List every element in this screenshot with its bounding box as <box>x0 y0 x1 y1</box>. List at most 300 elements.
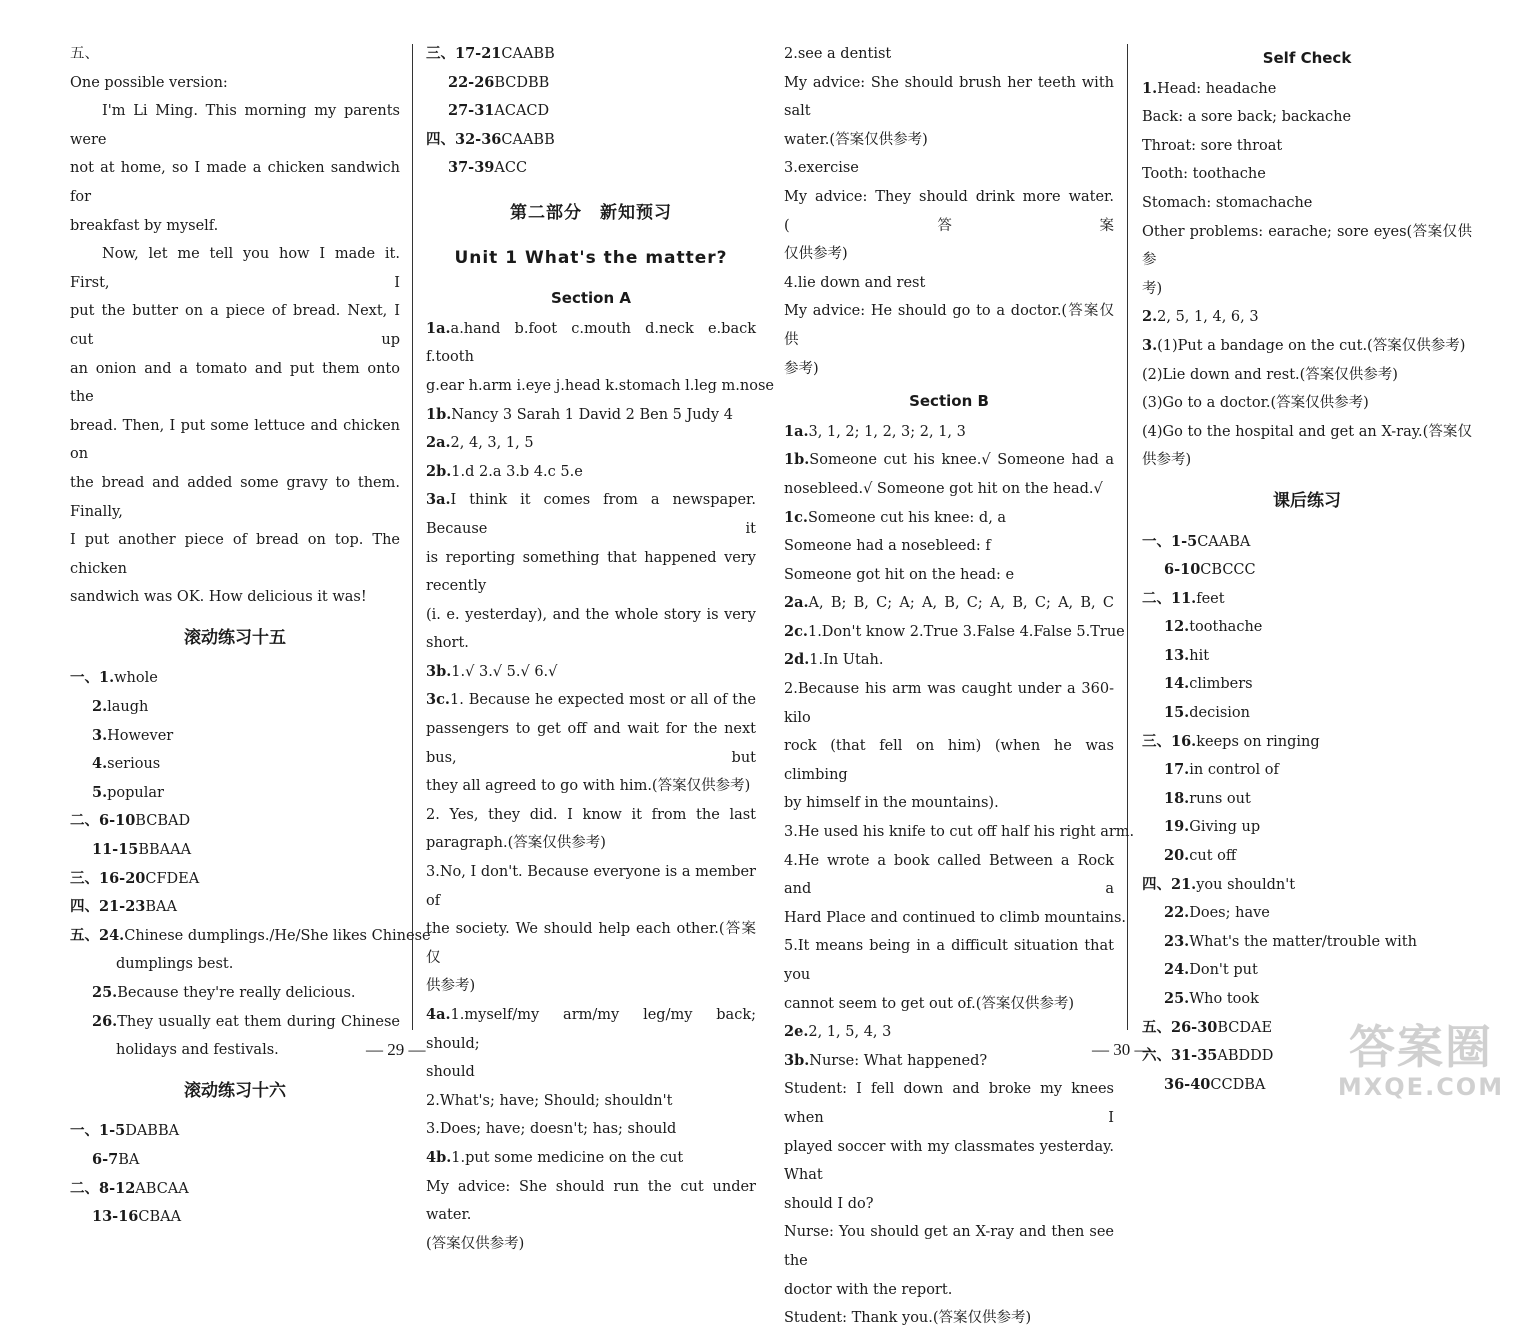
answer-text: holidays and festivals. <box>116 1042 279 1059</box>
answer-line <box>784 847 1114 904</box>
item-number: 2a. <box>426 434 451 452</box>
item-number: 2. <box>1142 308 1158 326</box>
answer-line <box>784 732 1114 789</box>
answer-text: CBAA <box>138 1209 182 1226</box>
item-number: 2. <box>92 698 108 716</box>
answer-line <box>784 446 1114 475</box>
item-number: 2d. <box>784 651 810 669</box>
item-number: 3. <box>92 726 108 744</box>
answer-text: 2.What's; have; Should; shouldn't <box>426 1092 673 1109</box>
answer-line <box>1142 928 1472 957</box>
answer-line <box>426 829 756 858</box>
answer-line <box>70 355 400 412</box>
item-number: 三、17-21 <box>426 45 502 62</box>
answer-line <box>70 1175 400 1204</box>
answer-text: I think it comes from a newspaper. Because it <box>426 492 756 537</box>
answer-text: 1.put some medicine on the cut <box>451 1149 684 1166</box>
answer-text: should <box>426 1064 475 1081</box>
item-number: 四、32-36 <box>426 130 502 148</box>
answer-text: 1.In Utah. <box>809 652 884 669</box>
item-number: 3b. <box>426 662 452 680</box>
answer-text: (答案仅供参考) <box>426 1235 525 1252</box>
answer-text: 供参考) <box>1142 452 1192 469</box>
item-number: 1b. <box>784 451 810 469</box>
item-number: 4a. <box>426 1006 451 1023</box>
answer-text: Now, let me tell you how I made it. First, I <box>70 246 400 291</box>
answer-line <box>70 950 400 979</box>
answer-text: passengers to get off and wait for the next bus, but <box>426 721 756 766</box>
answer-text: decision <box>1189 705 1251 722</box>
page-number-right: — 30 — <box>1092 1040 1152 1059</box>
answer-text: the society. We should help each other.(答案仅 <box>426 921 756 966</box>
answer-line <box>426 544 756 601</box>
answer-line <box>426 715 756 772</box>
answer-text: paragraph.(答案仅供参考) <box>426 835 606 852</box>
answer-text: 1. Because he expected most or all of the <box>449 692 756 709</box>
answer-text: the bread and added some gravy to them. Finally, <box>70 474 400 520</box>
answer-text: ACC <box>494 160 528 177</box>
answer-text: CAABB <box>501 46 555 62</box>
answer-line <box>426 1087 756 1116</box>
item-number: 22. <box>1164 904 1190 922</box>
answer-text: Student: I fell down and broke my knees when I <box>784 1081 1114 1126</box>
answer-line <box>70 40 400 69</box>
answer-text: BCDAE <box>1217 1019 1273 1036</box>
section-heading: 滚动练习十六 <box>184 1080 286 1101</box>
answer-text: cannot seem to get out of.(答案仅供参考) <box>784 995 1075 1012</box>
answer-line <box>426 858 756 915</box>
answer-text: g.ear h.arm i.eye j.head k.stomach l.leg m.nose <box>426 377 774 394</box>
item-number: 19. <box>1164 818 1190 836</box>
answer-line <box>70 979 400 1008</box>
item-number: 三、16-20 <box>70 869 146 887</box>
answer-line <box>426 801 756 830</box>
answer-line <box>426 69 756 98</box>
answer-text: ABCAA <box>135 1180 189 1197</box>
answer-line <box>784 532 1114 561</box>
answer-text: Student: Thank you.(答案仅供参考) <box>784 1310 1032 1327</box>
answer-line <box>1142 585 1472 614</box>
answer-text: A, B; B, C; A; A, B, C; A, B, C; A, B, C <box>808 595 1114 612</box>
section-heading: 滚动练习十五 <box>184 627 286 648</box>
column-1 <box>70 40 431 1232</box>
answer-line <box>1142 132 1472 161</box>
answer-text: CFDEA <box>145 870 200 887</box>
answer-line <box>784 646 1114 675</box>
answer-line <box>70 1036 400 1065</box>
item-number: 17. <box>1164 761 1190 779</box>
answer-line <box>1142 528 1472 557</box>
answer-text: 五、 <box>70 46 99 62</box>
item-number: 15. <box>1164 704 1190 722</box>
answer-text: My advice: He should go to a doctor.(答案仅供 <box>784 303 1114 348</box>
item-number: 12. <box>1164 618 1190 636</box>
answer-line <box>784 126 1114 155</box>
item-number: 27-31 <box>448 102 495 120</box>
answer-line <box>1142 871 1472 900</box>
item-number: 一、1. <box>70 669 115 687</box>
answer-line <box>784 1075 1114 1132</box>
answer-line <box>784 561 1114 590</box>
answer-text: 2. Yes, they did. I know it from the last <box>426 806 756 823</box>
item-number: 五、26-30 <box>1142 1018 1218 1036</box>
answer-text: is reporting something that happened very recently <box>426 549 756 595</box>
answer-line <box>784 240 1114 269</box>
answer-line <box>70 240 400 297</box>
answer-text: whole <box>114 670 158 687</box>
answer-text: in control of <box>1189 762 1279 779</box>
item-number: 2a. <box>784 594 809 612</box>
answer-text: cut off <box>1189 848 1237 865</box>
answer-text: Nancy 3 Sarah 1 David 2 Ben 5 Judy 4 <box>451 406 733 423</box>
answer-text: sandwich was OK. How delicious it was! <box>70 589 367 606</box>
answer-line <box>70 865 400 894</box>
item-number: 3b. <box>784 1051 810 1069</box>
answer-line <box>70 750 400 779</box>
answer-line <box>70 469 400 526</box>
item-number: 37-39 <box>448 159 495 177</box>
answer-text: 仅供参考) <box>784 246 848 263</box>
answer-text: One possible version: <box>70 74 228 91</box>
item-number: 14. <box>1164 675 1190 693</box>
answer-line <box>70 922 431 951</box>
answer-line <box>70 693 400 722</box>
answer-text: What's the matter/trouble with <box>1189 933 1417 950</box>
answer-line <box>426 126 756 155</box>
item-number: 22-26 <box>448 73 495 91</box>
answer-text: Other problems: earache; sore eyes(答案仅供参 <box>1142 223 1472 269</box>
answer-text: (i. e. yesterday), and the whole story is very <box>426 606 756 623</box>
item-number: 6-10 <box>1164 561 1201 579</box>
watermark-url: MXQE.COM <box>1337 1073 1505 1101</box>
item-number: 5. <box>92 783 108 801</box>
answer-text: 1.√ 3.√ 5.√ 6.√ <box>451 663 558 680</box>
item-number: 4. <box>92 755 108 773</box>
item-number: 2e. <box>784 1023 809 1041</box>
answer-line <box>784 1190 1114 1219</box>
answer-text: 3, 1, 2; 1, 2, 3; 2, 1, 3 <box>808 423 966 440</box>
answer-line <box>784 40 1114 69</box>
answer-line <box>1142 985 1472 1014</box>
answer-line <box>70 1117 400 1146</box>
answer-text: However <box>107 727 174 744</box>
answer-line <box>426 154 756 183</box>
answer-line <box>1142 103 1472 132</box>
answer-text: Chinese dumplings./He/She likes Chinese <box>124 927 431 944</box>
answer-text: Who took <box>1189 991 1259 1007</box>
answer-line <box>70 893 400 922</box>
answer-line <box>1142 303 1472 332</box>
item-number: 3. <box>1142 336 1158 354</box>
answer-text: Nurse: You should get an X-ray and then see the <box>784 1224 1114 1269</box>
item-number: 13. <box>1164 646 1190 664</box>
item-number: 26. <box>92 1012 118 1030</box>
answer-line <box>784 1047 1114 1076</box>
answer-text: 4.lie down and rest <box>784 274 926 291</box>
answer-text: 3.No, I don't. Because everyone is a member of <box>426 864 756 909</box>
section-heading: 课后练习 <box>1273 490 1341 511</box>
section-heading: 第二部分 新知预习 <box>510 202 672 223</box>
answer-text: serious <box>107 756 161 773</box>
answer-line <box>426 315 756 372</box>
column-4 <box>1142 40 1472 1099</box>
section-heading: Section B <box>909 392 989 411</box>
answer-text: popular <box>107 784 164 801</box>
answer-text: Head: headache <box>1157 80 1277 97</box>
answer-line <box>784 618 1125 647</box>
answer-text: My advice: She should run the cut under water. <box>426 1178 756 1224</box>
column-2 <box>426 40 774 1258</box>
answer-text: 3.He used his knife to cut off half his right arm. <box>784 824 1135 841</box>
answer-text: ABDDD <box>1217 1048 1274 1065</box>
item-number: 二、8-12 <box>70 1179 136 1197</box>
answer-line <box>1142 418 1472 447</box>
answer-text: keeps on ringing <box>1196 733 1320 750</box>
item-number: 23. <box>1164 932 1190 950</box>
answer-line <box>1142 756 1472 785</box>
answer-text: water.(答案仅供参考) <box>784 131 928 148</box>
answer-text: short. <box>426 635 469 652</box>
section-heading: Section A <box>551 289 631 308</box>
answer-text: 2, 4, 3, 1, 5 <box>450 435 534 452</box>
answer-line <box>426 658 756 687</box>
answer-line <box>1142 728 1472 757</box>
answer-line <box>784 1304 1114 1333</box>
answer-line <box>784 932 1114 989</box>
item-number: 20. <box>1164 847 1190 865</box>
answer-line <box>70 412 400 469</box>
answer-text: a.hand b.foot c.mouth d.neck e.back f.tooth <box>426 320 756 366</box>
answer-line <box>70 154 400 211</box>
item-number: 四、21. <box>1142 875 1197 893</box>
answer-line <box>1142 275 1472 304</box>
answer-line <box>426 401 756 430</box>
answer-text: Tooth: toothache <box>1142 166 1266 183</box>
answer-line <box>1142 160 1472 189</box>
answer-text: ACACD <box>494 103 550 120</box>
answer-line <box>70 97 400 154</box>
answer-line <box>1142 670 1472 699</box>
answer-text: I put another piece of bread on top. The chicken <box>70 532 400 577</box>
item-number: 三、16. <box>1142 732 1197 750</box>
item-number: 11-15 <box>92 841 139 859</box>
answer-line <box>784 269 1114 298</box>
answer-line <box>70 807 400 836</box>
answer-text: BCDBB <box>494 74 550 91</box>
answer-text: DABBA <box>125 1123 180 1140</box>
answer-text: Nurse: What happened? <box>809 1052 988 1069</box>
answer-text: I'm Li Ming. This morning my parents were <box>70 103 400 148</box>
answer-text: by himself in the mountains). <box>784 795 999 812</box>
answer-text: CBCCC <box>1200 562 1256 579</box>
answer-text: climbers <box>1189 676 1253 693</box>
answer-text: Giving up <box>1189 819 1261 836</box>
answer-text: 3.exercise <box>784 160 859 177</box>
answer-line <box>1142 332 1472 361</box>
answer-line <box>426 486 756 543</box>
answer-line <box>426 1058 756 1087</box>
item-number: 2c. <box>784 622 808 640</box>
answer-line <box>784 504 1114 533</box>
answer-line <box>70 69 400 98</box>
answer-text: hit <box>1189 647 1210 664</box>
answer-line <box>784 789 1114 818</box>
answer-line <box>1142 556 1472 585</box>
answer-line <box>426 1115 756 1144</box>
answer-text: They usually eat them during Chinese <box>117 1013 400 1030</box>
answer-text: breakfast by myself. <box>70 217 219 234</box>
answer-text: doctor with the report. <box>784 1281 953 1298</box>
answer-text: dumplings best. <box>116 956 234 973</box>
answer-line <box>1142 785 1472 814</box>
answer-line <box>784 355 1114 384</box>
answer-text: they all agreed to go with him.(答案仅供参考) <box>426 778 751 795</box>
answer-text: BAA <box>145 899 177 916</box>
answer-text: rock (that fell on him) (when he was climbing <box>784 738 1114 783</box>
answer-text: Because they're really delicious. <box>117 985 356 1001</box>
answer-line <box>784 818 1135 847</box>
answer-line <box>784 154 1114 183</box>
answer-text: Stomach: stomachache <box>1142 194 1313 211</box>
answer-text: CAABA <box>1197 533 1251 550</box>
answer-line <box>784 1133 1114 1190</box>
answer-line <box>70 1008 400 1037</box>
answer-line <box>784 1276 1114 1305</box>
answer-text: (2)Lie down and rest.(答案仅供参考) <box>1142 366 1398 383</box>
item-number: 36-40 <box>1164 1075 1211 1093</box>
answer-line <box>784 675 1114 732</box>
answer-line <box>70 722 400 751</box>
answer-line <box>784 1018 1114 1047</box>
item-number: 3c. <box>426 691 450 709</box>
item-number: 25. <box>92 984 118 1001</box>
answer-text: played soccer with my classmates yesterday. What <box>784 1138 1114 1184</box>
answer-text: CCDBA <box>1210 1076 1266 1093</box>
answer-line <box>784 475 1114 504</box>
answer-text: laugh <box>107 699 149 716</box>
watermark-logo <box>1316 1021 1526 1111</box>
answer-line <box>1142 361 1472 390</box>
answer-text: Hard Place and continued to climb mountains. <box>784 909 1126 926</box>
answer-text: 4.He wrote a book called Between a Rock and a <box>784 852 1114 898</box>
item-number: 13-16 <box>92 1208 139 1226</box>
answer-text: BBAAA <box>138 842 192 859</box>
answer-line <box>1142 813 1472 842</box>
answer-text: 2, 1, 5, 4, 3 <box>808 1024 892 1041</box>
item-number: 二、6-10 <box>70 812 136 830</box>
answer-line <box>70 297 400 354</box>
answer-line <box>1142 642 1472 671</box>
answer-line <box>1142 389 1472 418</box>
answer-text: (1)Put a bandage on the cut.(答案仅供参考) <box>1157 337 1466 354</box>
answer-line <box>784 69 1114 126</box>
answer-text: Someone got hit on the head: e <box>784 566 1015 583</box>
answer-line <box>1142 446 1472 475</box>
answer-text: should I do? <box>784 1195 874 1212</box>
answer-line <box>784 904 1126 933</box>
answer-line <box>426 1144 756 1173</box>
answer-line <box>70 664 400 693</box>
answer-text: Don't put <box>1189 962 1258 979</box>
section-heading: Self Check <box>1262 49 1352 67</box>
answer-text: 1.d 2.a 3.b 4.c 5.e <box>451 463 583 480</box>
answer-text: bread. Then, I put some lettuce and chicken on <box>70 417 400 463</box>
item-number: 1c. <box>784 508 808 526</box>
answer-text: BCBAD <box>135 813 191 830</box>
answer-text: Throat: sore throat <box>1142 137 1283 154</box>
answer-text: Someone cut his knee.√ Someone had a <box>809 452 1114 469</box>
answer-text: (3)Go to a doctor.(答案仅供参考) <box>1142 395 1369 412</box>
answer-line <box>784 990 1114 1019</box>
item-number: 五、24. <box>70 926 125 944</box>
answer-text: 考) <box>1142 280 1163 297</box>
item-number: 18. <box>1164 789 1190 807</box>
answer-line <box>426 915 756 972</box>
answer-line <box>426 372 774 401</box>
answer-text: 5.It means being in a difficult situation that you <box>784 938 1114 983</box>
answer-line <box>426 972 756 1001</box>
answer-text: nosebleed.√ Someone got hit on the head.√ <box>784 480 1103 497</box>
answer-line <box>426 1230 756 1259</box>
answer-text: 2.Because his arm was caught under a 360-kilo <box>784 681 1114 726</box>
answer-line <box>1142 899 1472 928</box>
answer-line <box>70 1146 400 1175</box>
answer-line <box>426 772 756 801</box>
item-number: 1a. <box>784 422 809 440</box>
page-number-left: — 29 — <box>366 1040 426 1059</box>
answer-text: 参考) <box>784 360 819 377</box>
answer-text: 2, 5, 1, 4, 6, 3 <box>1157 309 1259 326</box>
answer-line <box>426 1173 756 1230</box>
answer-line <box>426 601 756 630</box>
answer-text: Does; have <box>1189 905 1270 922</box>
item-number: 1a. <box>426 319 451 337</box>
answer-line <box>426 629 756 658</box>
item-number: 一、1-5 <box>1142 532 1198 550</box>
answer-text: 1.myself/my arm/my leg/my back; should; <box>426 1007 756 1052</box>
answer-text: 1.Don't know 2.True 3.False 4.False 5.True <box>807 623 1125 640</box>
answer-text: toothache <box>1189 619 1263 636</box>
answer-text: 3.Does; have; doesn't; has; should <box>426 1121 677 1138</box>
answer-text: CAABB <box>501 131 555 148</box>
answer-line <box>1142 189 1472 218</box>
item-number: 3a. <box>426 491 451 509</box>
answer-text: 供参考) <box>426 978 476 995</box>
answer-line <box>784 1218 1114 1275</box>
answer-line <box>70 583 400 612</box>
watermark-logo-text: 答案圈 <box>1349 1020 1493 1074</box>
answer-text: Someone cut his knee: d, a <box>807 509 1007 526</box>
answer-line <box>70 212 400 241</box>
answer-line <box>426 686 756 715</box>
answer-line <box>70 779 400 808</box>
answer-text: put the butter on a piece of bread. Next, I cut up <box>70 303 400 348</box>
answer-text: (4)Go to the hospital and get an X-ray.(答案仅 <box>1142 423 1472 440</box>
item-number: 一、1-5 <box>70 1122 126 1140</box>
item-number: 2b. <box>426 462 452 480</box>
answer-text: Someone had a nosebleed: f <box>784 538 991 555</box>
answer-line <box>1142 613 1472 642</box>
answer-text: BA <box>118 1151 140 1168</box>
column-divider <box>412 44 413 1030</box>
answer-line <box>784 589 1114 618</box>
answer-line <box>426 97 756 126</box>
answer-line <box>784 297 1114 354</box>
answer-line <box>426 1001 756 1058</box>
answer-line <box>1142 699 1472 728</box>
answer-line <box>1142 218 1472 275</box>
section-heading: Unit 1 What's the matter? <box>454 247 728 268</box>
